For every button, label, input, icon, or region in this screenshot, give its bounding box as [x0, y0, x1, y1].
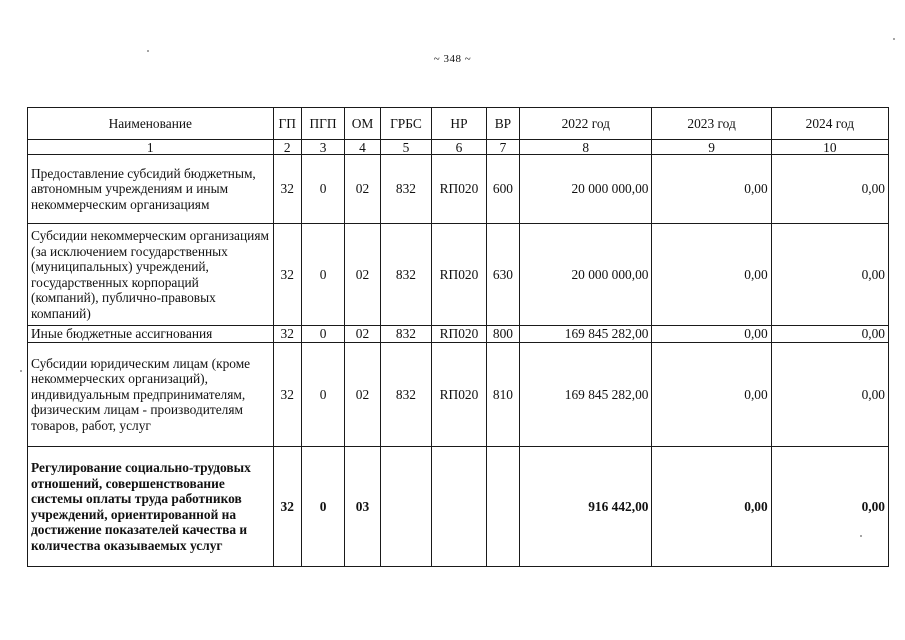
table-row — [28, 224, 889, 326]
cell-2024: 0,00 — [771, 155, 888, 224]
row-name: Регулирование социально-трудовых отношений, совершенствование системы оплаты труда работников учреждений, ориентированной на достижение показателей качества и количества оказываемых услуг — [28, 447, 274, 567]
table-row — [28, 326, 889, 343]
cell-vr — [486, 447, 519, 567]
column-number: 1 — [28, 140, 274, 155]
cell-gp: 32 — [273, 224, 301, 326]
column-number: 5 — [380, 140, 432, 155]
cell-om: 02 — [345, 224, 380, 326]
cell-2024: 0,00 — [771, 224, 888, 326]
row-name: Иные бюджетные ассигнования — [28, 326, 274, 343]
cell-vr: 810 — [486, 343, 519, 447]
header-name: Наименование — [28, 108, 274, 140]
column-number: 6 — [432, 140, 487, 155]
cell-grbs: 832 — [380, 155, 432, 224]
cell-2022: 916 442,00 — [520, 447, 652, 567]
cell-pgp: 0 — [301, 343, 344, 447]
cell-2024: 0,00 — [771, 447, 888, 567]
cell-2022: 169 845 282,00 — [520, 343, 652, 447]
column-number: 9 — [652, 140, 771, 155]
cell-om: 02 — [345, 326, 380, 343]
cell-nr: RП020 — [432, 224, 487, 326]
row-name: Субсидии юридическим лицам (кроме некоммерческих организаций), индивидуальным предпринимателям, физическим лицам - производителям товаров, работ, услуг — [28, 343, 274, 447]
cell-2022: 20 000 000,00 — [520, 155, 652, 224]
cell-vr: 600 — [486, 155, 519, 224]
cell-grbs — [380, 447, 432, 567]
header-pgp: ПГП — [301, 108, 344, 140]
cell-grbs: 832 — [380, 326, 432, 343]
cell-om: 02 — [345, 155, 380, 224]
header-row — [28, 108, 889, 140]
cell-pgp: 0 — [301, 447, 344, 567]
header-2022: 2022 год — [520, 108, 652, 140]
header-nr: НР — [432, 108, 487, 140]
cell-2023: 0,00 — [652, 447, 771, 567]
column-number: 8 — [520, 140, 652, 155]
header-grbs: ГРБС — [380, 108, 432, 140]
cell-gp: 32 — [273, 155, 301, 224]
cell-2022: 169 845 282,00 — [520, 326, 652, 343]
cell-2023: 0,00 — [652, 343, 771, 447]
scan-speck — [893, 38, 895, 40]
scan-speck — [20, 370, 22, 372]
cell-2023: 0,00 — [652, 155, 771, 224]
cell-pgp: 0 — [301, 224, 344, 326]
header-2024: 2024 год — [771, 108, 888, 140]
cell-vr: 630 — [486, 224, 519, 326]
column-number: 3 — [301, 140, 344, 155]
header-2023: 2023 год — [652, 108, 771, 140]
cell-gp: 32 — [273, 343, 301, 447]
header-vr: ВР — [486, 108, 519, 140]
cell-gp: 32 — [273, 447, 301, 567]
column-number: 10 — [771, 140, 888, 155]
header-om: ОМ — [345, 108, 380, 140]
cell-nr: RП020 — [432, 343, 487, 447]
table-row — [28, 343, 889, 447]
column-number: 7 — [486, 140, 519, 155]
page-number: ~ 348 ~ — [433, 53, 472, 65]
column-number: 2 — [273, 140, 301, 155]
cell-pgp: 0 — [301, 155, 344, 224]
cell-nr: RП020 — [432, 326, 487, 343]
cell-om: 02 — [345, 343, 380, 447]
row-name: Субсидии некоммерческим организациям (за исключением государственных (муниципальных) учреждений, государственных корпораций (компаний), публично-правовых компаний) — [28, 224, 274, 326]
cell-om: 03 — [345, 447, 380, 567]
table-row — [28, 155, 889, 224]
cell-grbs: 832 — [380, 224, 432, 326]
cell-2024: 0,00 — [771, 343, 888, 447]
budget-table — [27, 107, 889, 567]
cell-nr — [432, 447, 487, 567]
column-number-row — [28, 140, 889, 155]
cell-grbs: 832 — [380, 343, 432, 447]
cell-2023: 0,00 — [652, 224, 771, 326]
header-gp: ГП — [273, 108, 301, 140]
cell-2024: 0,00 — [771, 326, 888, 343]
scan-speck — [147, 50, 149, 52]
column-number: 4 — [345, 140, 380, 155]
cell-2023: 0,00 — [652, 326, 771, 343]
cell-nr: RП020 — [432, 155, 487, 224]
table-row — [28, 447, 889, 567]
row-name: Предоставление субсидий бюджетным, автономным учреждениям и иным некоммерческим организациям — [28, 155, 274, 224]
cell-pgp: 0 — [301, 326, 344, 343]
cell-vr: 800 — [486, 326, 519, 343]
cell-gp: 32 — [273, 326, 301, 343]
cell-2022: 20 000 000,00 — [520, 224, 652, 326]
